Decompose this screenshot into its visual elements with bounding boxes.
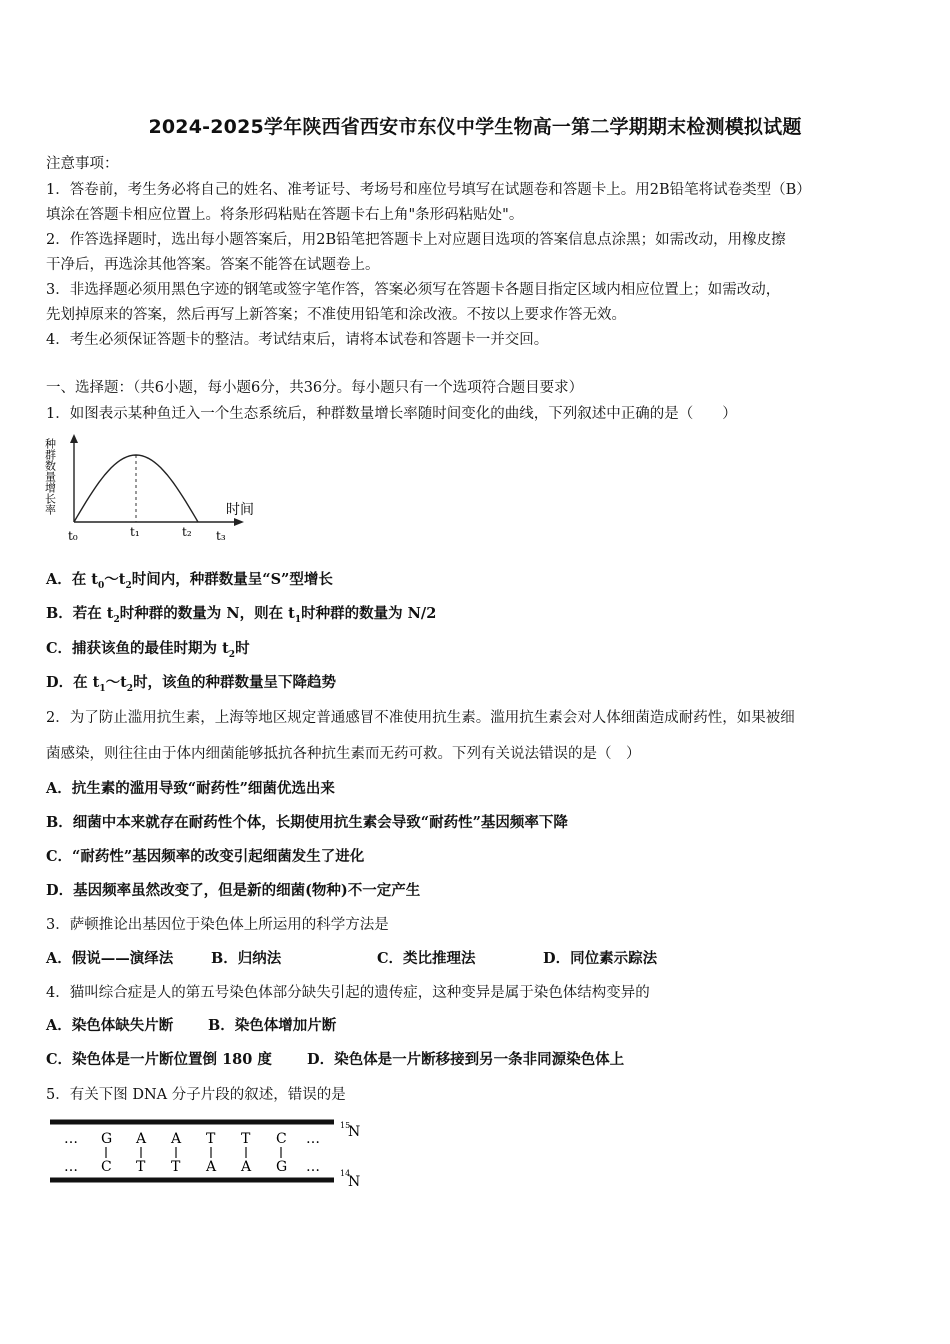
x-axis-label: 时间 bbox=[226, 502, 254, 518]
notice-line-5: 3．非选择题必须用黑色字迹的钢笔或签字笔作答，答案必须写在答题卡各题目指定区域内相应位置上；如需改动， bbox=[46, 282, 781, 298]
dna-top-base: A bbox=[171, 1131, 182, 1147]
dna-bottom-base: A bbox=[206, 1159, 217, 1175]
q2-option-d: D．基因频率虽然改变了，但是新的细菌(物种)不一定产生 bbox=[46, 882, 421, 899]
dna-top-base: G bbox=[101, 1131, 113, 1147]
dna-bottom-ellipsis-left: … bbox=[64, 1159, 78, 1175]
dna-bottom-isotope-mass: 14 bbox=[340, 1169, 351, 1178]
notice-line-4: 干净后，再选涂其他答案。答案不能答在试题卷上。 bbox=[46, 257, 380, 273]
dna-bottom-base: G bbox=[276, 1159, 288, 1175]
question-2-stem-line-2: 菌感染，则往往由于体内细菌能够抵抗各种抗生素而无药可救。下列有关说法错误的是（ ） bbox=[46, 746, 641, 762]
notice-line-7: 4．考生必须保证答题卡的整洁。考试结束后，请将本试卷和答题卡一并交回。 bbox=[46, 332, 549, 348]
question-1-stem: 1．如图表示某种鱼迁入一个生态系统后，种群数量增长率随时间变化的曲线，下列叙述中正确的是（ ） bbox=[46, 406, 737, 422]
x-axis-arrow bbox=[234, 518, 244, 526]
y-axis-arrow bbox=[70, 434, 78, 443]
dna-bottom-base: A bbox=[241, 1159, 252, 1175]
dna-fragment-diagram bbox=[44, 1112, 374, 1194]
q1-option-a: A．在 $t_0\sim t_2$时间内，种群数量呈“S”型增长 bbox=[46, 571, 333, 591]
tick-label-t3: t₃ bbox=[216, 529, 226, 543]
dna-top-base: T bbox=[206, 1131, 216, 1147]
q4-option-d: D．染色体是一片断移接到另一条非同源染色体上 bbox=[307, 1051, 625, 1068]
dna-bottom-base: T bbox=[171, 1159, 181, 1175]
notice-line-3: 2．作答选择题时，选出每小题答案后，用2B铅笔把答题卡上对应题目选项的答案信息点涂黑；如需改动，用橡皮擦 bbox=[46, 232, 786, 248]
q2-option-a: A．抗生素的滥用导致“耐药性”细菌优选出来 bbox=[46, 780, 335, 797]
q3-option-b: B．归纳法 bbox=[211, 950, 282, 967]
tick-label-t2: t₂ bbox=[182, 525, 192, 539]
tick-label-t0: t₀ bbox=[68, 529, 78, 543]
dna-top-isotope-symbol: N bbox=[348, 1124, 361, 1140]
question-3-stem: 3．萨顿推论出基因位于染色体上所运用的科学方法是 bbox=[46, 917, 389, 933]
question-2-stem-line-1: 2．为了防止滥用抗生素，上海等地区规定普通感冒不准使用抗生素。滥用抗生素会对人体细菌造成耐药性，如果被细 bbox=[46, 710, 795, 726]
q2-option-b: B．细菌中本来就存在耐药性个体，长期使用抗生素会导致“耐药性”基因频率下降 bbox=[46, 814, 568, 831]
q3-option-d: D．同位素示踪法 bbox=[543, 950, 658, 967]
section-heading: 一、选择题：（共6小题，每小题6分，共36分。每小题只有一个选项符合题目要求） bbox=[46, 380, 584, 396]
notice-line-1: 1．答卷前，考生务必将自己的姓名、准考证号、考场号和座位号填写在试题卷和答题卡上。用2B铅笔将试卷类型（B） bbox=[46, 182, 811, 198]
dna-bottom-base: C bbox=[101, 1159, 112, 1175]
question-4-stem: 4．猫叫综合症是人的第五号染色体部分缺失引起的遗传症，这种变异是属于染色体结构变异的 bbox=[46, 985, 650, 1001]
q4-option-c: C．染色体是一片断位置倒 180 度 bbox=[46, 1051, 272, 1068]
page-title: 2024-2025学年陕西省西安市东仪中学生物高一第二学期期末检测模拟试题 bbox=[148, 116, 802, 138]
q1-option-c: C．捕获该鱼的最佳时期为 $t_2$时 bbox=[46, 640, 250, 660]
dna-top-ellipsis-left: … bbox=[64, 1131, 78, 1147]
dna-top-ellipsis-right: … bbox=[306, 1131, 320, 1147]
dna-bottom-ellipsis-right: … bbox=[306, 1159, 320, 1175]
dna-bottom-base: T bbox=[136, 1159, 146, 1175]
q2-option-c: C．“耐药性”基因频率的改变引起细菌发生了进化 bbox=[46, 848, 365, 865]
notice-line-2: 填涂在答题卡相应位置上。将条形码粘贴在答题卡右上角"条形码粘贴处"。 bbox=[46, 207, 524, 223]
dna-top-base: T bbox=[241, 1131, 251, 1147]
notice-heading: 注意事项： bbox=[46, 156, 119, 172]
notice-line-6: 先划掉原来的答案，然后再写上新答案；不准使用铅笔和涂改液。不按以上要求作答无效。 bbox=[46, 307, 626, 323]
dna-base-pairs bbox=[101, 1131, 287, 1175]
q4-option-b: B．染色体增加片断 bbox=[208, 1017, 337, 1034]
q4-option-a: A．染色体缺失片断 bbox=[46, 1017, 174, 1034]
tick-label-t1: t₁ bbox=[130, 525, 140, 539]
growth-rate-chart bbox=[40, 430, 290, 550]
q1-option-d: D．在 $t_1\sim t_2$时，该鱼的种群数量呈下降趋势 bbox=[46, 674, 337, 694]
dna-top-base: A bbox=[136, 1131, 147, 1147]
q1-option-b: B．若在 $t_2$时种群的数量为 N，则在 $t_1$时种群的数量为 N/2 bbox=[46, 605, 437, 625]
dna-bottom-isotope-symbol: N bbox=[348, 1174, 361, 1190]
dna-top-base: C bbox=[276, 1131, 287, 1147]
dna-top-isotope-mass: 15 bbox=[340, 1121, 351, 1130]
q3-option-c: C．类比推理法 bbox=[377, 950, 476, 967]
y-axis-label: 种群数量增长率 bbox=[43, 438, 57, 515]
q3-option-a: A．假说——演绎法 bbox=[46, 950, 174, 967]
question-5-stem: 5．有关下图 DNA 分子片段的叙述，错误的是 bbox=[46, 1087, 346, 1103]
